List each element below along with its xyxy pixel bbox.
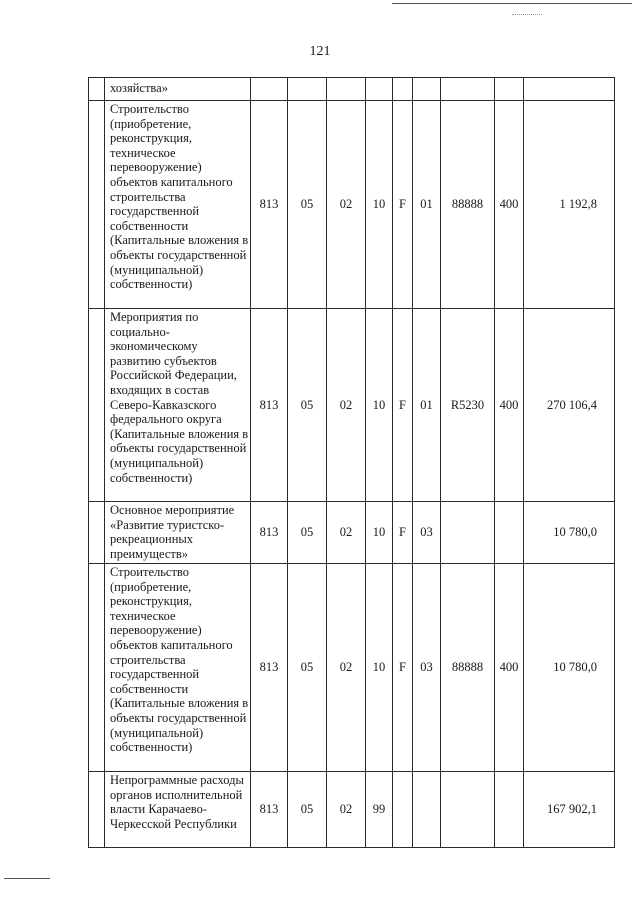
section-code-cell [288,78,327,101]
row-marker-cell [89,502,105,564]
subsection-code-cell [327,78,366,101]
section-code-cell: 05 [288,309,327,502]
table-row [89,502,615,564]
page-number: 121 [309,44,331,59]
item-name-cell: хозяйства» [105,78,251,101]
program-code-cell: 10 [366,564,393,772]
letter-code-cell [393,772,413,848]
expense-type-cell: 400 [495,101,524,309]
direction-code-cell: R5230 [441,309,495,502]
scan-artifact-line [392,3,632,4]
amount-cell: 1 192,8 [524,101,615,309]
table-row [89,772,615,848]
scan-artifact-line [4,878,50,879]
item-name-cell: Строительство (приобретение, реконструкция, техническое перевооружение) объектов капитального строительства государственной собственности (Капитальные вложения в объекты государственной (муниципальной) собственности) [105,564,251,772]
amount-cell [524,78,615,101]
direction-code-cell: 88888 [441,564,495,772]
budget-table [88,77,615,848]
expense-type-cell [495,78,524,101]
event-code-cell: 01 [413,309,441,502]
expense-type-cell: 400 [495,564,524,772]
program-code-cell [366,78,393,101]
event-code-cell: 03 [413,564,441,772]
direction-code-cell [441,772,495,848]
amount-cell: 167 902,1 [524,772,615,848]
item-name-cell: Непрограммные расходы органов исполнительной власти Карачаево-Черкесской Республики [105,772,251,848]
program-code-cell: 10 [366,502,393,564]
direction-code-cell [441,502,495,564]
row-marker-cell [89,101,105,309]
subsection-code-cell: 02 [327,772,366,848]
section-code-cell: 05 [288,101,327,309]
direction-code-cell: 88888 [441,101,495,309]
event-code-cell [413,772,441,848]
section-code-cell: 05 [288,772,327,848]
admin-code-cell: 813 [251,772,288,848]
amount-cell: 10 780,0 [524,502,615,564]
letter-code-cell: F [393,101,413,309]
subsection-code-cell: 02 [327,101,366,309]
section-code-cell: 05 [288,564,327,772]
scan-artifact-dots [512,14,542,15]
expense-type-cell [495,772,524,848]
event-code-cell [413,78,441,101]
item-name-cell: Строительство (приобретение, реконструкция, техническое перевооружение) объектов капитального строительства государственной собственности (Капитальные вложения в объекты государственной (муниципальной) собственности) [105,101,251,309]
admin-code-cell: 813 [251,502,288,564]
admin-code-cell: 813 [251,564,288,772]
subsection-code-cell: 02 [327,564,366,772]
table-row [89,309,615,502]
table-row [89,78,615,101]
admin-code-cell: 813 [251,101,288,309]
row-marker-cell [89,78,105,101]
event-code-cell: 01 [413,101,441,309]
program-code-cell: 10 [366,101,393,309]
subsection-code-cell: 02 [327,502,366,564]
row-marker-cell [89,772,105,848]
amount-cell: 270 106,4 [524,309,615,502]
item-name-cell: Мероприятия по социально-экономическому развитию субъектов Российской Федерации, входящих в состав Северо-Кавказского федерального округа (Капитальные вложения в объекты государственной (муниципальной) собственности) [105,309,251,502]
expense-type-cell: 400 [495,309,524,502]
subsection-code-cell: 02 [327,309,366,502]
letter-code-cell: F [393,564,413,772]
admin-code-cell: 813 [251,309,288,502]
direction-code-cell [441,78,495,101]
amount-cell: 10 780,0 [524,564,615,772]
event-code-cell: 03 [413,502,441,564]
program-code-cell: 99 [366,772,393,848]
letter-code-cell [393,78,413,101]
table-row [89,101,615,309]
letter-code-cell: F [393,309,413,502]
admin-code-cell [251,78,288,101]
row-marker-cell [89,309,105,502]
table-row [89,564,615,772]
item-name-cell: Основное мероприятие «Развитие туристско-рекреационных преимуществ» [105,502,251,564]
expense-type-cell [495,502,524,564]
section-code-cell: 05 [288,502,327,564]
letter-code-cell: F [393,502,413,564]
program-code-cell: 10 [366,309,393,502]
row-marker-cell [89,564,105,772]
